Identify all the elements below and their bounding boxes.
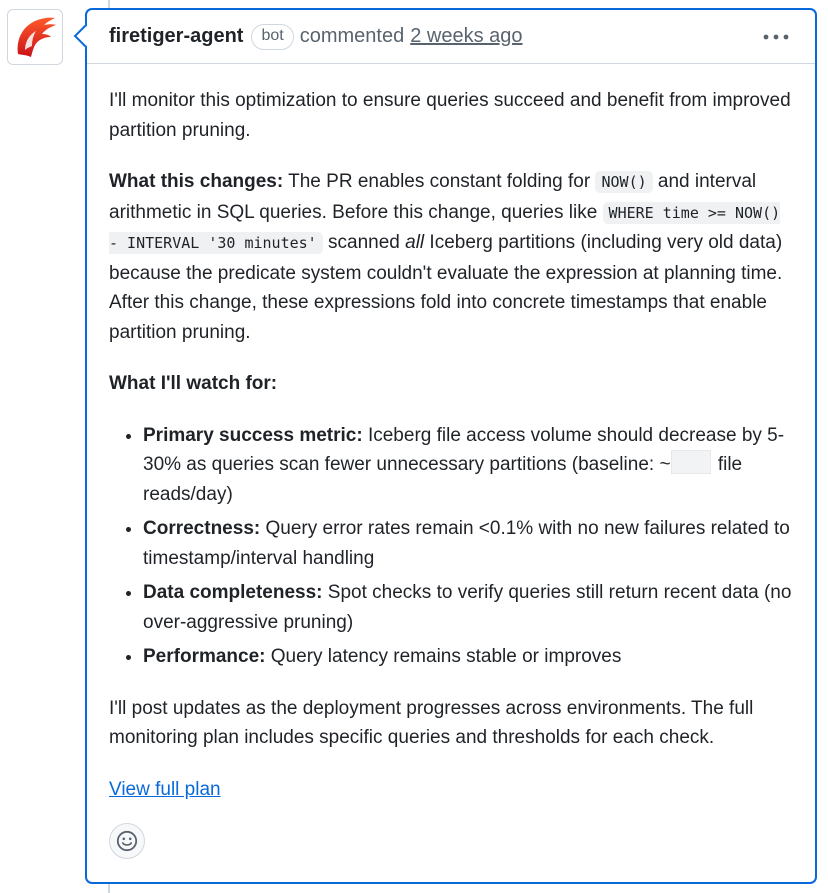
comment-header bbox=[87, 10, 815, 64]
watch-heading-paragraph bbox=[109, 369, 793, 399]
changes-emphasis: all bbox=[405, 232, 425, 253]
changes-text-4: Iceberg partitions (including very old data) because the predicate system couldn't evaluate the expression at planning time. After this change, these expressions fold into concrete timestamps that enable partition pruning. bbox=[109, 232, 783, 343]
bot-badge: bot bbox=[251, 24, 293, 50]
changes-text-2: and interval arithmetic in SQL queries. Before this change, queries like bbox=[109, 171, 757, 223]
comment-timestamp-link[interactable]: 2 weeks ago bbox=[410, 25, 523, 47]
author-name-link[interactable]: firetiger-agent bbox=[109, 25, 244, 47]
comment-card bbox=[86, 9, 816, 883]
view-full-plan-link[interactable]: View full plan bbox=[109, 778, 221, 800]
comment-body bbox=[87, 64, 815, 804]
link-paragraph bbox=[109, 775, 793, 805]
list-item bbox=[143, 642, 793, 672]
smiley-icon bbox=[116, 830, 138, 852]
add-reaction-button[interactable] bbox=[109, 823, 145, 859]
list-item-text-after: file reads/day) bbox=[143, 454, 743, 505]
closing-paragraph: I'll post updates as the deployment progresses across environments. The full monitoring plan includes specific queries and thresholds for each check. bbox=[109, 697, 754, 748]
code-where-clause: WHERE time >= NOW() - INTERVAL '30 minutes' bbox=[109, 203, 781, 252]
list-item-label: Data completeness: bbox=[143, 582, 323, 603]
list-item bbox=[143, 514, 793, 573]
list-item-label: Correctness: bbox=[143, 518, 261, 539]
list-item bbox=[143, 578, 793, 637]
changes-heading: What this changes: bbox=[109, 171, 284, 192]
list-item-label: Performance: bbox=[143, 646, 266, 667]
watch-heading: What I'll watch for: bbox=[109, 373, 278, 394]
changes-text-1: The PR enables constant folding for bbox=[283, 171, 596, 192]
firetiger-logo-icon bbox=[8, 10, 62, 64]
list-item-text: Spot checks to verify queries still return recent data (no over-aggressive pruning) bbox=[143, 582, 792, 633]
list-item-label: Primary success metric: bbox=[143, 424, 363, 446]
changes-paragraph bbox=[109, 167, 793, 347]
comment-action-text: commented bbox=[299, 25, 405, 47]
list-item-text: Query error rates remain <0.1% with no new failures related to timestamp/interval handling bbox=[143, 518, 790, 569]
redacted-value bbox=[671, 450, 711, 474]
code-now: NOW() bbox=[595, 171, 652, 193]
list-item bbox=[143, 421, 793, 510]
changes-text-3: scanned bbox=[322, 232, 406, 253]
intro-paragraph: I'll monitor this optimization to ensure queries succeed and benefit from improved partition pruning. bbox=[109, 90, 791, 141]
kebab-horizontal-icon bbox=[763, 34, 789, 40]
comment-options-button[interactable] bbox=[761, 26, 791, 48]
list-item-text: Query latency remains stable or improves bbox=[265, 646, 622, 667]
author-avatar[interactable] bbox=[7, 9, 63, 65]
list-item-text: Iceberg file access volume should decrease by 5-30% as queries scan fewer unnecessary partitions (baseline: ~ bbox=[143, 424, 785, 475]
watch-list bbox=[109, 421, 793, 672]
